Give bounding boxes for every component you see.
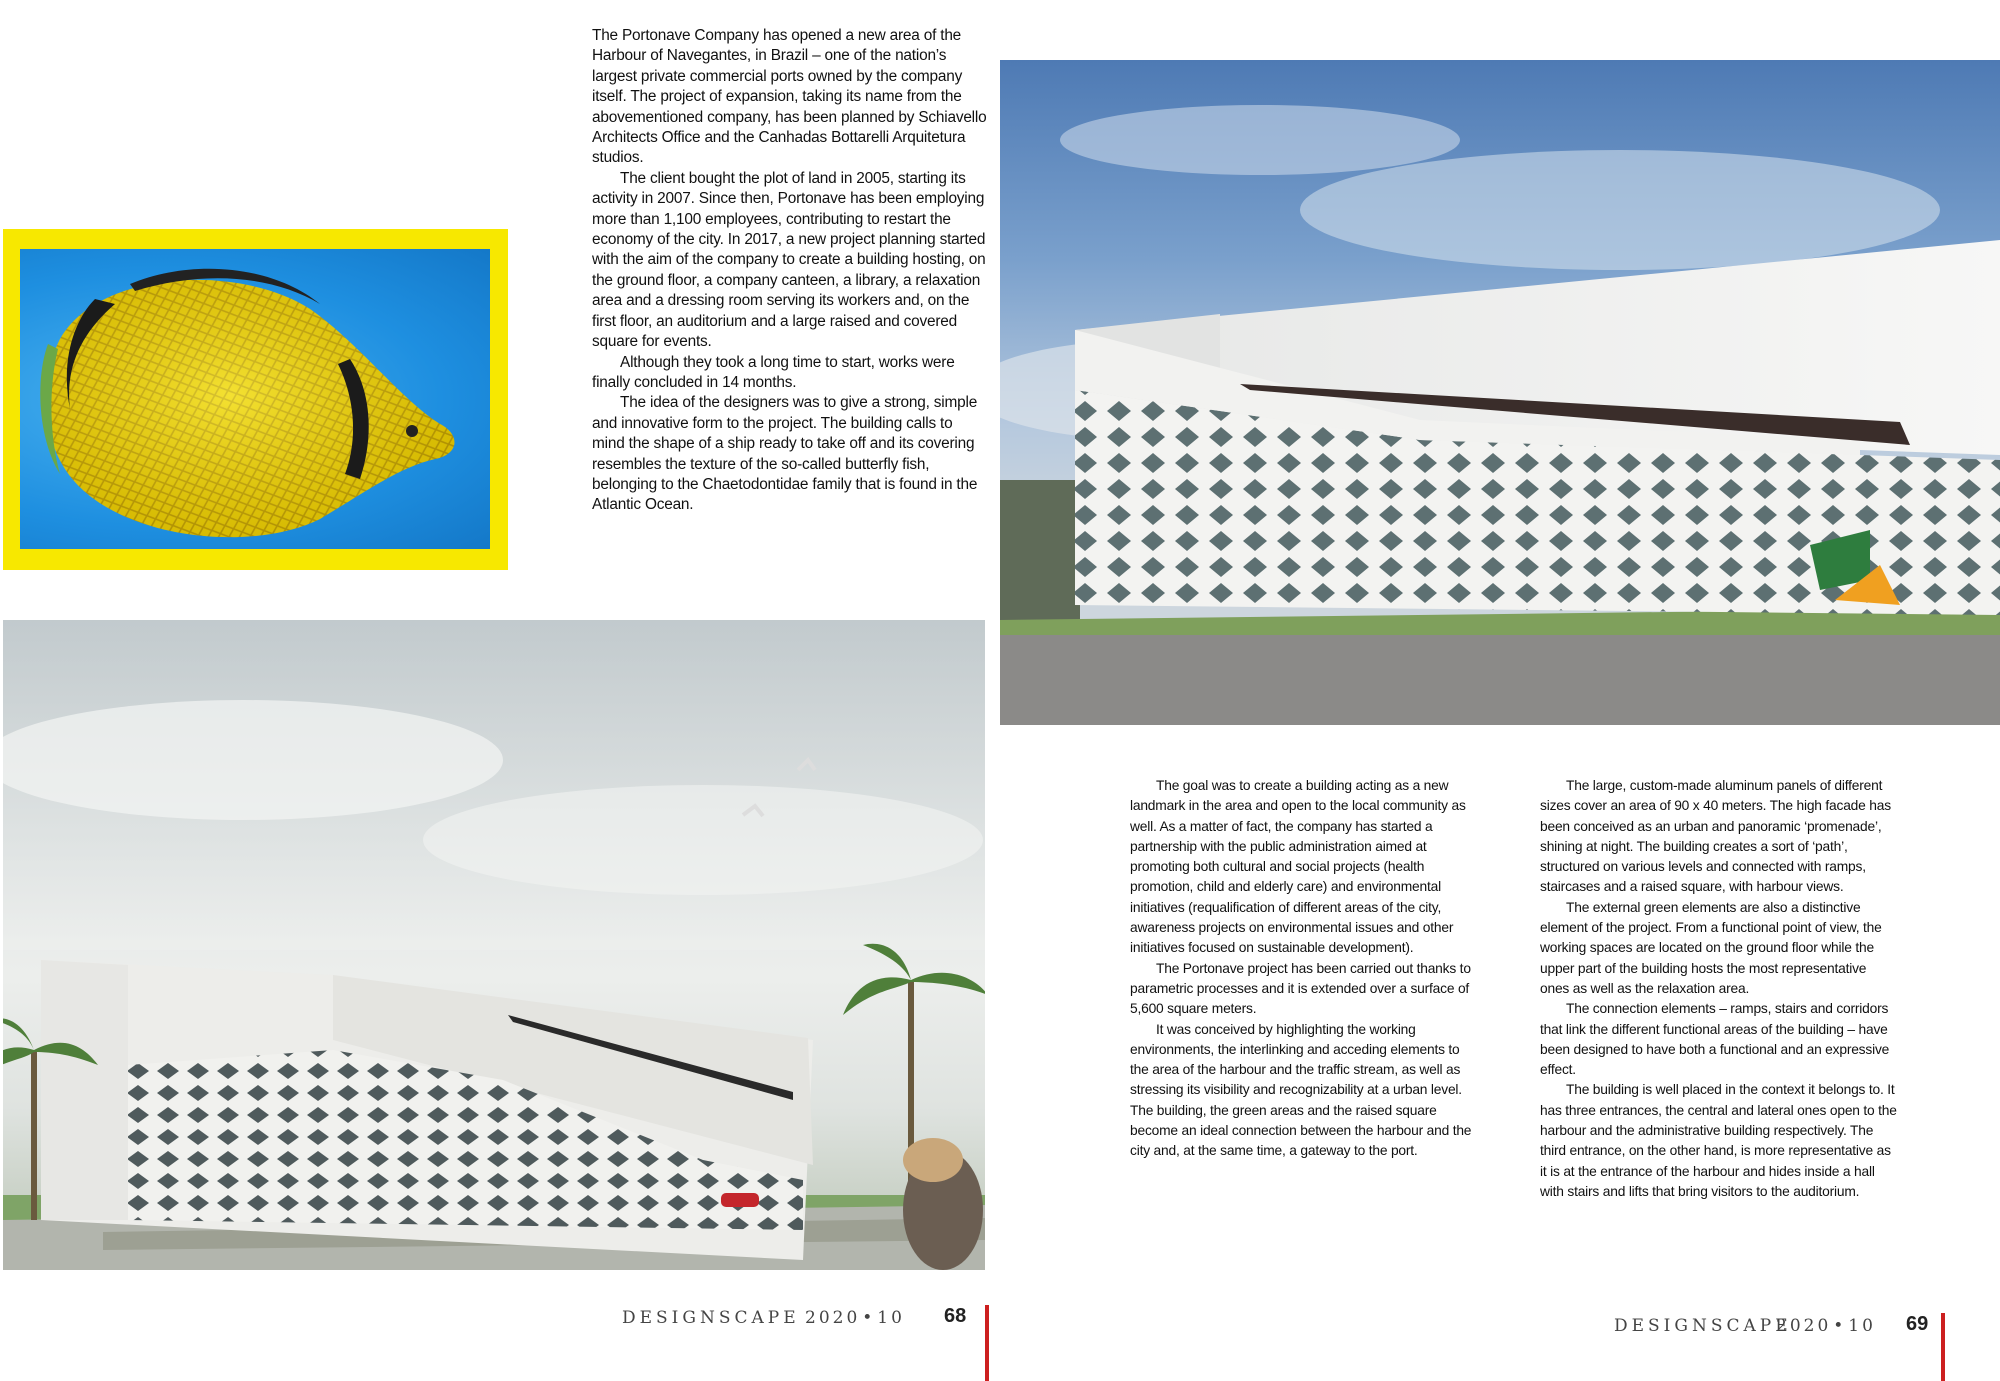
page-edge-bar — [1941, 1313, 1945, 1381]
footer-bullet: • — [862, 1308, 876, 1328]
body-paragraph: The large, custom-made aluminum panels of different sizes cover an area of 90 x 40 meters. The high facade has been conceived as an urban and panoramic ‘promenade’, shining at night. The building creates a sort of ‘path’, structured on various levels and connected with ramps, staircases and a raised square, with harbour views. — [1540, 778, 1891, 895]
building-photo-image — [1000, 60, 2000, 725]
footer-brand: DESIGNSCAPE — [622, 1308, 800, 1328]
body-text-column-2 — [1540, 776, 1898, 1202]
body-paragraph: The building is well placed in the context it belongs to. It has three entrances, the central and lateral ones open to the harbour and the administrative building respectively. The third entrance, on the other hand, is more representative as it is at the entrance of the harbour and hides inside a hall with stairs and lifts that bring visitors to the auditorium. — [1540, 1082, 1897, 1199]
photo-illustration — [1000, 60, 2000, 725]
footer-year-value: 2020 — [1776, 1316, 1832, 1336]
intro-paragraph: The Portonave Company has opened a new area of the Harbour of Navegantes, in Brazil – one of the nation’s largest private commercial ports owned by the company itself. The project of expansion, taking its name from the abovementioned company, has been planned by Schiavello Architects Office and the Canhadas Bottarelli Arquitetura studios. — [592, 27, 987, 167]
body-paragraph: The Portonave project has been carried out thanks to parametric processes and it is extended over a surface of 5,600 square meters. — [1130, 960, 1471, 1017]
intro-paragraph: The client bought the plot of land in 2005, starting its activity in 2007. Since then, Portonave has been employing more than 1,100 employees, contributing to restart the economy of the city. In 2017, a new project planning started with the aim of the company to create a building hosting, on the ground floor, a company canteen, a library, a relaxation area and a dressing room serving its workers and, on the first floor, an auditorium and a large raised and covered square for events. — [592, 169, 986, 351]
body-paragraph: It was conceived by highlighting the working environments, the interlinking and acceding elements to the area of the harbour and the traffic stream, as well as stressing its visibility and recognizability at a urban level. The building, the green areas and the raised square become an ideal connection between the harbour and the city and, at the same time, a gateway to the port. — [1130, 1021, 1472, 1159]
page-number: 68 — [944, 1305, 967, 1327]
footer-year — [805, 1308, 905, 1328]
footer-issue: 10 — [877, 1308, 905, 1328]
body-text-column-1 — [1130, 776, 1475, 1162]
footer-year-value: 2020 — [805, 1308, 861, 1328]
body-paragraph: The goal was to create a building acting as a new landmark in the area and open to the local community as well. As a matter of fact, the company has started a partnership with the public administration aimed at promoting both cultural and social projects (health promotion, child and elderly care) and environmental initiatives (requalification of different areas of the city, awareness projects on environmental issues and other initiatives focused on sustainable development). — [1130, 778, 1466, 956]
body-paragraph: The connection elements – ramps, stairs and corridors that link the different functional areas of the building – have been designed to have both a functional and an expressive effect. — [1540, 1001, 1890, 1078]
fish-image-frame — [3, 229, 508, 570]
building-rendering-image — [3, 620, 985, 1270]
intro-paragraph: Although they took a long time to start, works were finally concluded in 14 months. — [592, 353, 955, 391]
butterfly-fish-illustration — [20, 249, 490, 549]
page-edge-bar — [985, 1305, 989, 1381]
body-paragraph: The external green elements are also a distinctive element of the project. From a functional point of view, the working spaces are located on the ground floor while the upper part of the building hosts the most representative ones as well as the relaxation area. — [1540, 899, 1882, 996]
footer-issue: 10 — [1848, 1316, 1876, 1336]
intro-paragraph: The idea of the designers was to give a strong, simple and innovative form to the project. The building calls to mind the shape of a ship ready to take off and its covering resembles the texture of the so-called butterfly fish, belonging to the Chaetodontidae family that is found in the Atlantic Ocean. — [592, 394, 978, 514]
intro-text-column — [592, 26, 987, 516]
rendering-illustration — [3, 620, 985, 1270]
butterfly-fish-image — [20, 249, 490, 549]
page-number: 69 — [1906, 1313, 1929, 1335]
footer-bullet: • — [1833, 1316, 1847, 1336]
footer-brand: DESIGNSCAPE — [1614, 1316, 1792, 1336]
footer-year — [1776, 1316, 1876, 1336]
